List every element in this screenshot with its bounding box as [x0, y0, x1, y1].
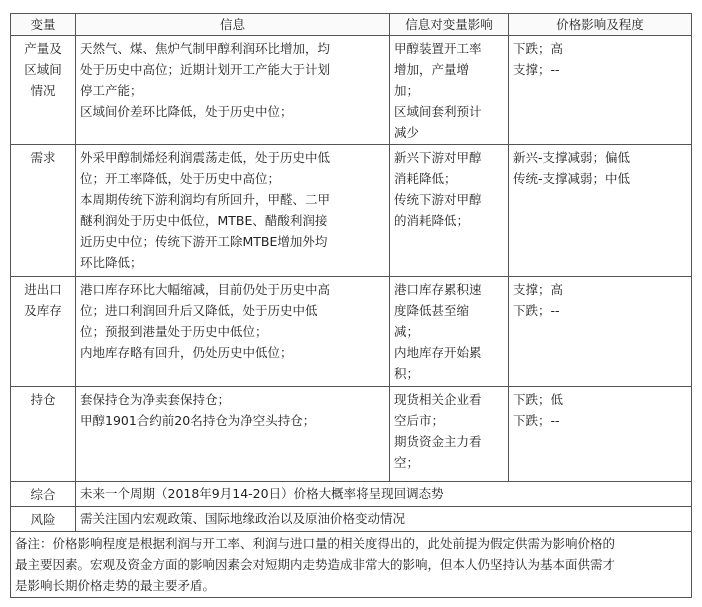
- impact-line: 甲醇装置开工率: [394, 41, 482, 56]
- note-row: [11, 532, 692, 598]
- price-line: 新兴-支撑减弱；偏低: [513, 150, 631, 165]
- risk-text: 需关注国内宏观政策、国际地缘政治以及原油价格变动情况: [76, 507, 692, 532]
- info-line: 本周期传统下游利润均有所回升，甲醛、二甲: [80, 192, 331, 207]
- info-line: 甲醇1901合约前20名持仓为净空头持仓；: [80, 413, 316, 428]
- variable-line: 及库存: [24, 303, 62, 318]
- info-line: 处于历史中高位；近期计划开工产能大于计划: [80, 62, 331, 77]
- price-cell: [509, 277, 692, 387]
- info-line: 套保持仓为净卖套保持仓；: [80, 392, 231, 407]
- info-cell: [76, 145, 390, 277]
- price-cell: [509, 387, 692, 482]
- variable-cell: [11, 387, 76, 482]
- impact-line: 减少: [394, 125, 420, 140]
- impact-line: 度降低甚至缩: [394, 303, 470, 318]
- impact-line: 增加，产量增: [394, 62, 470, 77]
- note-line: 是影响长期价格走势的最主要矛盾。: [15, 578, 216, 593]
- price-line: 下跌；--: [513, 303, 560, 318]
- impact-line: 内地库存开始累: [394, 345, 482, 360]
- info-line: 天然气、煤、焦炉气制甲醇利润环比增加，均: [80, 41, 331, 56]
- header-info: 信息: [76, 14, 390, 36]
- header-variable: 变量: [11, 14, 76, 36]
- impact-line: 消耗降低；: [394, 171, 457, 186]
- price-cell: [509, 145, 692, 277]
- impact-line: 新兴下游对甲醇: [394, 150, 482, 165]
- variable-line: 持仓: [30, 392, 56, 407]
- impact-line: 的消耗降低；: [394, 213, 470, 228]
- table-row: [11, 387, 692, 482]
- price-line: 传统-支撑减弱；中低: [513, 171, 631, 186]
- info-line: 内地库存略有回升，仍处历史中低位；: [80, 345, 293, 360]
- analysis-table: [10, 13, 692, 598]
- summary-row: [11, 482, 692, 507]
- price-line: 下跌；低: [513, 392, 564, 407]
- info-cell: [76, 277, 390, 387]
- impact-cell: [390, 387, 509, 482]
- summary-text: 未来一个周期（2018年9月14-20日）价格大概率将呈现回调态势: [76, 482, 692, 507]
- info-line: 近历史中位；传统下游开工除MTBE增加外均: [80, 234, 328, 249]
- note-line: 最主要因素。宏观及资金方面的影响因素会对短期内走势造成非常大的影响，但本人仍坚持认为基本面供需才: [15, 557, 616, 572]
- impact-line: 空；: [394, 455, 420, 470]
- impact-line: 区域间套利预计: [394, 104, 482, 119]
- variable-cell: [11, 145, 76, 277]
- risk-row: [11, 507, 692, 532]
- note-line: 备注：价格影响程度是根据利润与开工率、利润与进口量的相关度得出的，此处前提为假定供需为影响价格的: [15, 536, 616, 551]
- impact-line: 积；: [394, 366, 420, 381]
- variable-line: 区域间: [24, 62, 62, 77]
- info-line: 位；开工率降低，处于历史中高位；: [80, 171, 281, 186]
- impact-cell: [390, 145, 509, 277]
- info-line: 醚利润处于历史中低位，MTBE、醋酸利润接: [80, 213, 328, 228]
- impact-line: 空后市；: [394, 413, 445, 428]
- impact-line: 现货相关企业看: [394, 392, 482, 407]
- header-price: 价格影响及程度: [509, 14, 692, 36]
- table-row: [11, 277, 692, 387]
- header-impact: 信息对变量影响: [390, 14, 509, 36]
- table-row: [11, 36, 692, 145]
- impact-line: 减；: [394, 324, 420, 339]
- impact-line: 传统下游对甲醇: [394, 192, 482, 207]
- impact-line: 期货资金主力看: [394, 434, 482, 449]
- info-line: 区域间价差环比降低，处于历史中位；: [80, 104, 293, 119]
- price-cell: [509, 36, 692, 145]
- variable-cell: [11, 36, 76, 145]
- info-line: 港口库存环比大幅缩减，目前仍处于历史中高: [80, 282, 331, 297]
- price-line: 下跌；高: [513, 41, 564, 56]
- note-cell: [11, 532, 692, 598]
- info-cell: [76, 36, 390, 145]
- price-line: 下跌；--: [513, 413, 560, 428]
- impact-cell: [390, 277, 509, 387]
- info-cell: [76, 387, 390, 482]
- impact-line: 港口库存累积速: [394, 282, 482, 297]
- info-line: 环比降低；: [80, 255, 143, 270]
- price-line: 支撑；高: [513, 282, 564, 297]
- variable-cell: [11, 277, 76, 387]
- summary-label: 综合: [11, 482, 76, 507]
- variable-line: 产量及: [24, 41, 62, 56]
- impact-cell: [390, 36, 509, 145]
- info-line: 停工产能；: [80, 83, 143, 98]
- impact-line: 加；: [394, 83, 420, 98]
- info-line: 外采甲醇制烯烃利润震荡走低，处于历史中低: [80, 150, 331, 165]
- variable-line: 进出口: [24, 282, 62, 297]
- variable-line: 情况: [30, 83, 56, 98]
- table-row: [11, 145, 692, 277]
- price-line: 支撑；--: [513, 62, 560, 77]
- info-line: 位；进口利润回升后又降低，处于历史中低: [80, 303, 318, 318]
- variable-line: 需求: [30, 150, 56, 165]
- header-row: [11, 14, 692, 36]
- risk-label: 风险: [11, 507, 76, 532]
- info-line: 位；预报到港量处于历史中低位；: [80, 324, 268, 339]
